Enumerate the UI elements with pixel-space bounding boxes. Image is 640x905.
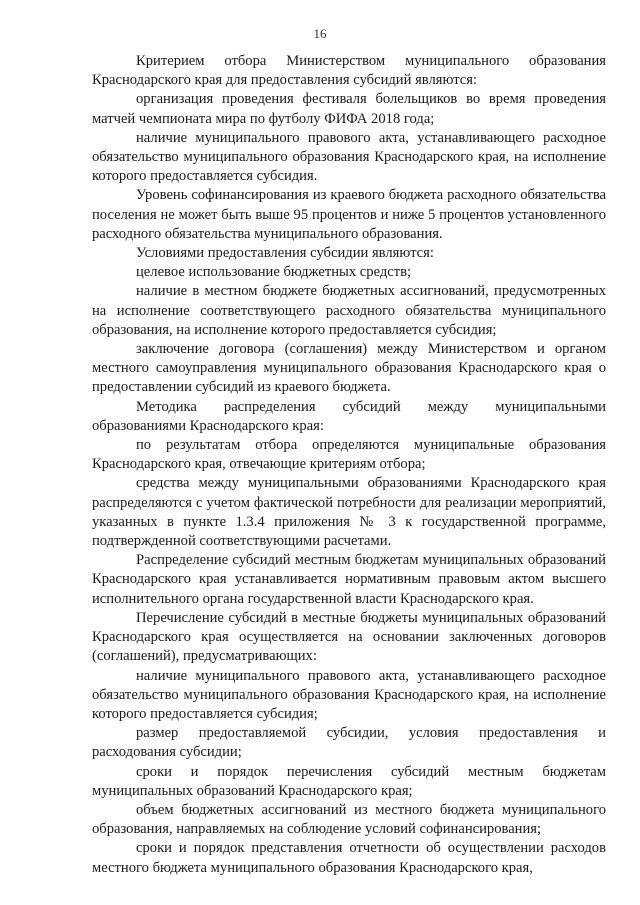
paragraph: размер предоставляемой субсидии, условия предоставления и расходования субсидии; <box>92 725 606 761</box>
paragraph: заключение договора (соглашения) между Министерством и органом местного самоуправления муниципального образования Краснодарского края о предоставлении субсидий из краевого бюджета. <box>92 341 606 396</box>
paragraph: наличие муниципального правового акта, устанавливающего расходное обязательство муниципального образования Краснодарского края, на исполнение которого предоставляется субсидия. <box>92 129 606 185</box>
paragraph: Перечисление субсидий в местные бюджеты муниципальных образований Краснодарского края осуществляется на основании заключенных договоров (соглашений), предусматривающих: <box>92 609 606 665</box>
paragraph: организация проведения фестиваля болельщиков во время проведения матчей чемпионата мира по футболу ФИФА 2018 года; <box>92 91 606 127</box>
document-body <box>92 52 606 878</box>
paragraph: сроки и порядок перечисления субсидий местным бюджетам муниципальных образований Краснодарского края; <box>92 763 606 799</box>
paragraph: Условиями предоставления субсидии являются: <box>136 245 434 262</box>
paragraph: Распределение субсидий местным бюджетам муниципальных образований Краснодарского края устанавливается нормативным правовым актом высшего исполнительного органа государственной власти Краснодарского края. <box>92 552 606 607</box>
paragraph: сроки и порядок представления отчетности об осуществлении расходов местного бюджета муниципального образования Краснодарского края, <box>92 840 606 876</box>
paragraph: Уровень софинансирования из краевого бюджета расходного обязательства поселения не может быть выше 95 процентов и ниже 5 процентов установленного расходного обязательства муниципального образования. <box>92 187 606 242</box>
paragraph: целевое использование бюджетных средств; <box>136 264 412 281</box>
paragraph: объем бюджетных ассигнований из местного бюджета муниципального образования, направляемых на соблюдение условий софинансирования; <box>92 801 606 838</box>
paragraph: наличие муниципального правового акта, устанавливающего расходное обязательство муниципального образования Краснодарского края, на исполнение которого предоставляется субсидия; <box>92 667 606 722</box>
paragraph: Критерием отбора Министерством муниципального образования Краснодарского края для предоставления субсидий являются: <box>92 53 606 89</box>
paragraph: Методика распределения субсидий между муниципальными образованиями Краснодарского края: <box>92 398 606 434</box>
paragraph: наличие в местном бюджете бюджетных ассигнований, предусмотренных на исполнение соответствующего расходного обязательства муниципального образования, на исполнение которого предоставляется субсидия; <box>92 283 606 338</box>
page-number: 16 <box>313 26 327 41</box>
paragraph: средства между муниципальными образованиями Краснодарского края распределяются с учетом фактической потребности для реализации мероприятий, указанных в пункте 1.3.4 приложения № 3 к государственной программе, подтвержденной соответствующими расчетами. <box>92 475 606 550</box>
paragraph: по результатам отбора определяются муниципальные образования Краснодарского края, отвечающие критериям отбора; <box>92 437 606 473</box>
